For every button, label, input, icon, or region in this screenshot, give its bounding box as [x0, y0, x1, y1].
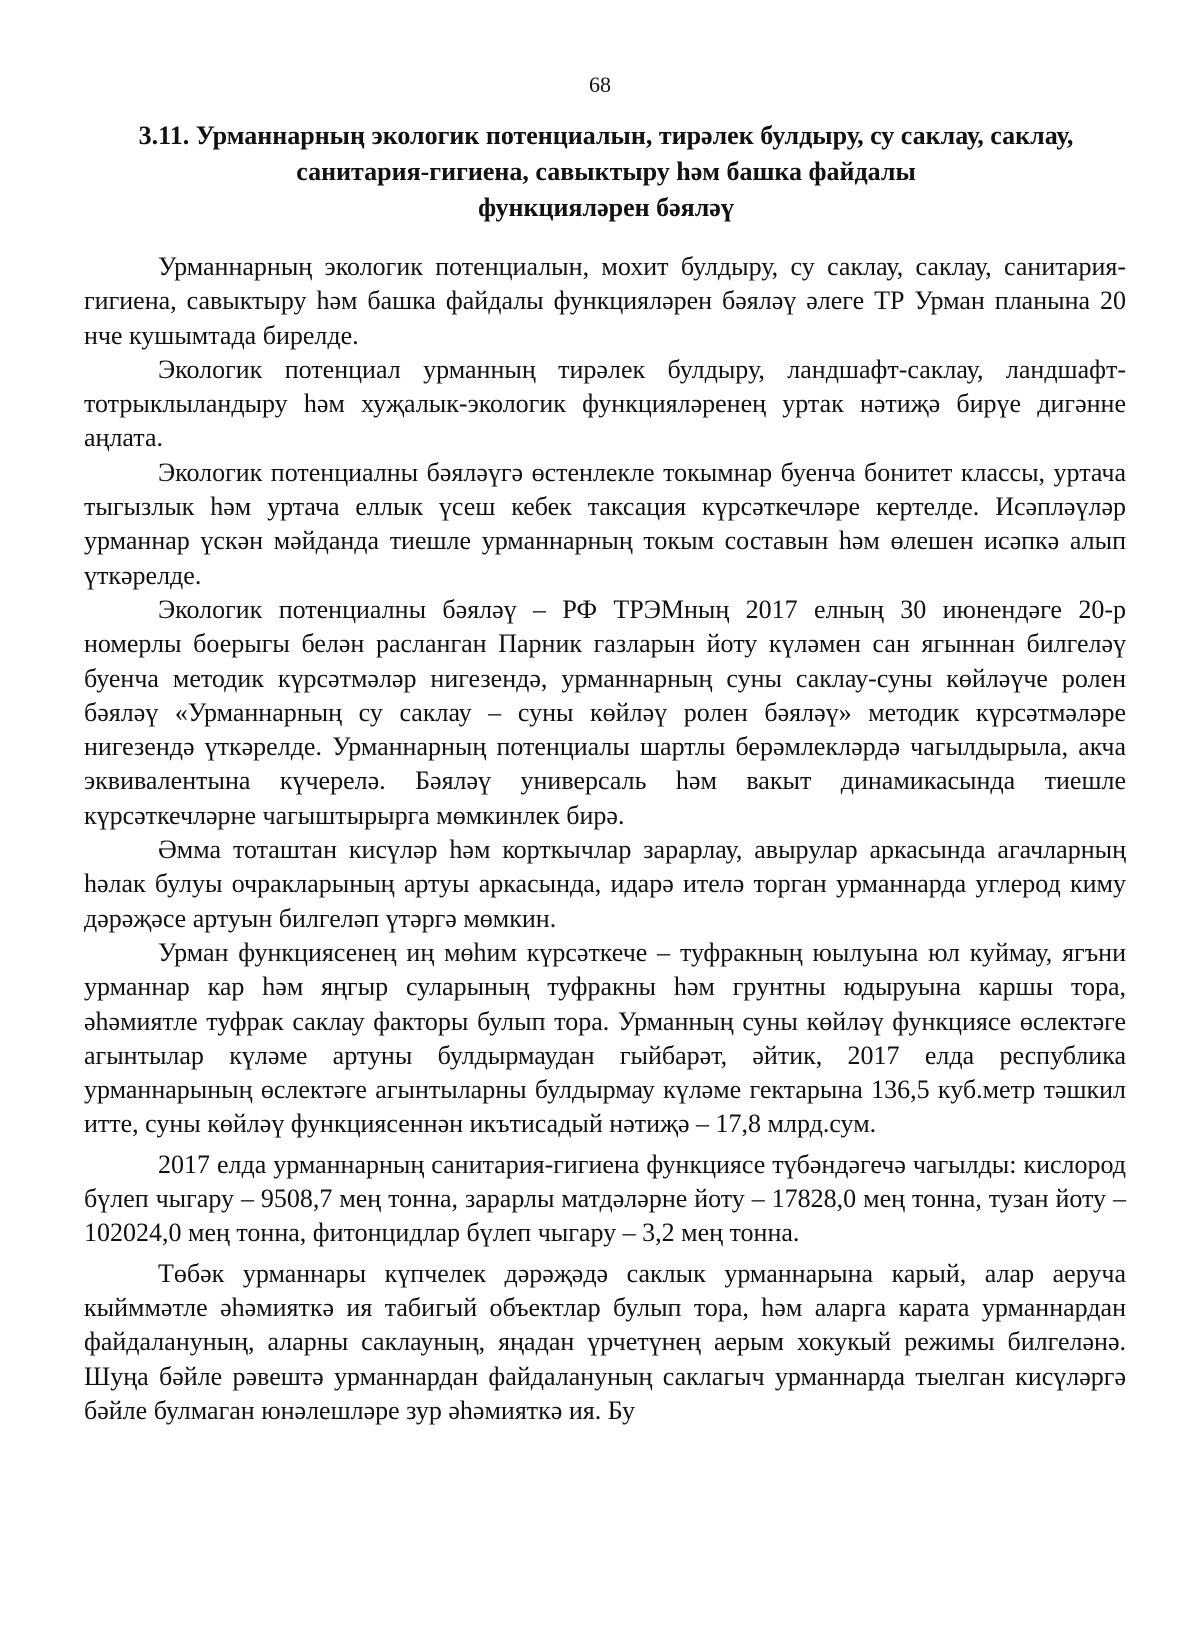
paragraph: Әмма тоташтан кисүләр һәм корткычлар зарарлау, авырулар аркасында агачларның һәлак булуы очракларының артуы аркасында, идарә ителә торган урманнарда углерод киму дәрәҗәсе артуын билгеләп үтәргә мөмкин.	[84, 835, 1126, 933]
section-heading-line-2: санитария-гигиена, савыктыру һәм башка файдалы	[296, 157, 916, 186]
paragraph: Экологик потенциалны бәяләүгә өстенлекле токымнар буенча бонитет классы, уртача тыгызлык һәм уртача еллык үсеш кебек таксация күрсәткечләре кертелде. Исәпләүләр урманнар үскән мәйданда тиешле урманнарның токым составын һәм өлешен исәпкә алып үткәрелде.	[84, 457, 1126, 590]
paragraph: Экологик потенциал урманның тирәлек булдыру, ландшафт-саклау, ландшафт-тотрыклыландыру һәм хуҗалык-экологик функцияләренең уртак нәтиҗә бирүе дигәнне аңлата.	[84, 354, 1126, 453]
paragraph: 2017 елда урманнарның санитария-гигиена функциясе түбәндәгечә чагылды: кислород бүлеп чыгару – 9508,7 мең тонна, зарарлы матдәләрне йоту – 17828,0 мең тонна, тузан йоту – 102024,0 мең тонна, фитонцидлар бүлеп чыгару – 3,2 мең тонна.	[84, 1149, 1126, 1248]
paragraph: Төбәк урманнары күпчелек дәрәҗәдә саклык урманнарына карый, алар аеруча кыйммәтле әһәмияткә ия табигый объектлар булып тора, һәм аларга карата урманнардан файдалануның, аларны саклауның, яңадан үрчетүнең аерым хокукый режимы билгеләнә. Шуңа бәйле рәвештә урманнардан файдалануның саклагыч урманнарда тыелган кисүләргә бәйле булмаган юнәлешләре зур әһәмияткә ия. Бу	[84, 1258, 1126, 1425]
page-number: 68	[589, 72, 611, 97]
section-heading	[84, 118, 1128, 226]
body-text	[84, 250, 1126, 1428]
section-heading-line-1: 3.11. Урманнарның экологик потенциалын, тирәлек булдыру, су саклау, саклау,	[138, 121, 1074, 150]
paragraph: Урман функциясенең иң мөһим күрсәткече – туфракның юылуына юл куймау, ягъни урманнар кар һәм яңгыр суларының туфракны һәм грунтны юдыруына каршы тора, әһәмиятле туфрак саклау факторы булып тора. Урманның суны көйләү функциясе өслектәге агынтылар күләме артуны булдырмаудан гыйбарәт, әйтик, 2017 елда республика урманнарының өслектәге агынтыларны булдырмау күләме гектарына 136,5 куб.метр тәшкил итте, суны көйләү функциясеннән икътисадый нәтиҗә – 17,8 млрд.сум.	[84, 937, 1126, 1139]
paragraph: Урманнарның экологик потенциалын, мохит булдыру, су саклау, саклау, санитария-гигиена, савыктыру һәм башка файдалы функцияләрен бәяләү әлеге ТР Урман планына 20 нче кушымтада бирелде.	[84, 252, 1126, 350]
section-heading-line-3: функцияләрен бәяләү	[478, 193, 734, 222]
paragraph: Экологик потенциалны бәяләү – РФ ТРЭМның 2017 елның 30 июнендәге 20-р номерлы боерыгы белән расланган Парник газларын йоту күләмен сан ягыннан билгеләү буенча методик күрсәтмәләр нигезендә, урманнарның суны саклау-суны көйләүче ролен бәяләү «Урманнарның су саклау – суны көйләү ролен бәяләү» методик күрсәтмәләре нигезендә үткәрелде. Урманнарның потенциалы шартлы берәмлекләрдә чагылдырыла, акча эквивалентына күчерелә. Бәяләү универсаль һәм вакыт динамикасында тиешле күрсәткечләрне чагыштырырга мөмкинлек бирә.	[84, 594, 1126, 830]
